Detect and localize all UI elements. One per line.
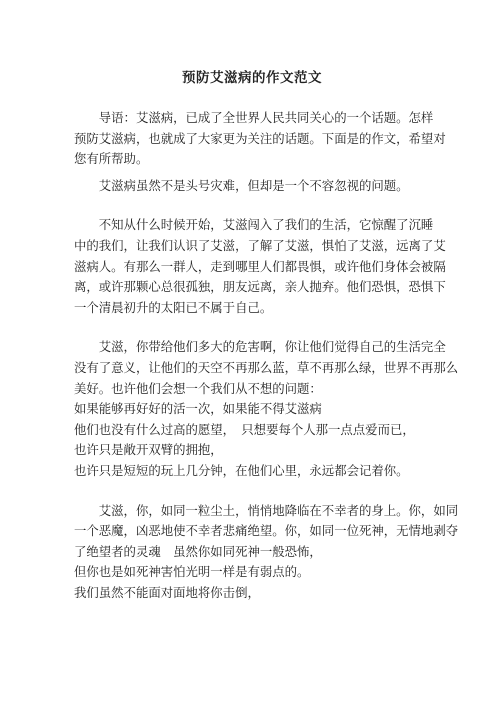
paragraph-body-1 [74, 215, 446, 318]
paragraph-body-2 [74, 337, 459, 481]
text-line: 一个清晨初升的太阳已不属于自己。 [74, 299, 273, 315]
paragraph-thesis [74, 176, 430, 197]
text-line: 艾滋病虽然不是头号灾难，但却是一个不容忽视的问题。 [74, 177, 409, 193]
text-line: 艾滋，你，如同一粒尘土，悄悄地降临在不幸者的身上。你，如同 [74, 502, 459, 518]
text-line: 他们也没有什么过高的愿望， 只想要每个人那一点点爱而已， [74, 421, 415, 437]
text-line: 滋病人。有那么一群人，走到哪里人们都畏惧，或许他们身体会被隔 [74, 258, 446, 274]
text-line: 预防艾滋病，也就成了大家更为关注的话题。下面是的作文，希望对 [74, 130, 446, 146]
text-line: 没有了意义，让他们的天空不再那么蓝，草不再那么绿，世界不再那么 [74, 359, 459, 375]
text-line: 了绝望者的灵魂 虽然你如同死神一般恐怖， [74, 543, 322, 559]
text-line: 但你也是如死神害怕光明一样是有弱点的。 [74, 564, 310, 580]
text-line: 中的我们，让我们认识了艾滋，了解了艾滋，惧怕了艾滋，远离了艾 [74, 237, 446, 253]
text-line: 也许只是短短的玩上几分钟，在他们心里，永远都会记着你。 [74, 462, 409, 478]
text-line: 不知从什么时候开始，艾滋闯入了我们的生活，它惊醒了沉睡 [74, 217, 434, 233]
paragraph-body-3 [74, 501, 459, 604]
paragraph-intro [74, 108, 446, 170]
text-line: 离，或许那颗心总很孤独，朋友远离，亲人抛弃。他们恐惧，恐惧下 [74, 279, 446, 295]
document-title: 预防艾滋病的作文范文 [182, 70, 322, 86]
text-line: 导语：艾滋病，已成了全世界人民共同关心的一个话题。怎样 [74, 110, 434, 125]
text-line: 如果能够再好好的活一次，如果能不得艾滋病 [74, 401, 322, 417]
text-line: 也许只是敞开双臂的拥抱， [74, 442, 223, 458]
text-line: 美好。也许他们会想一个我们从不想的问题： [74, 380, 322, 396]
text-line: 一个恶魔，凶恶地使不幸者悲痛绝望。你，如同一位死神，无情地剥夺 [74, 523, 459, 539]
text-line: 您有所帮助。 [74, 151, 149, 167]
text-line: 我们虽然不能面对面地将你击倒， [74, 584, 260, 600]
text-line: 艾滋，你带给他们多大的危害啊，你让他们觉得自己的生活完全 [74, 339, 446, 355]
